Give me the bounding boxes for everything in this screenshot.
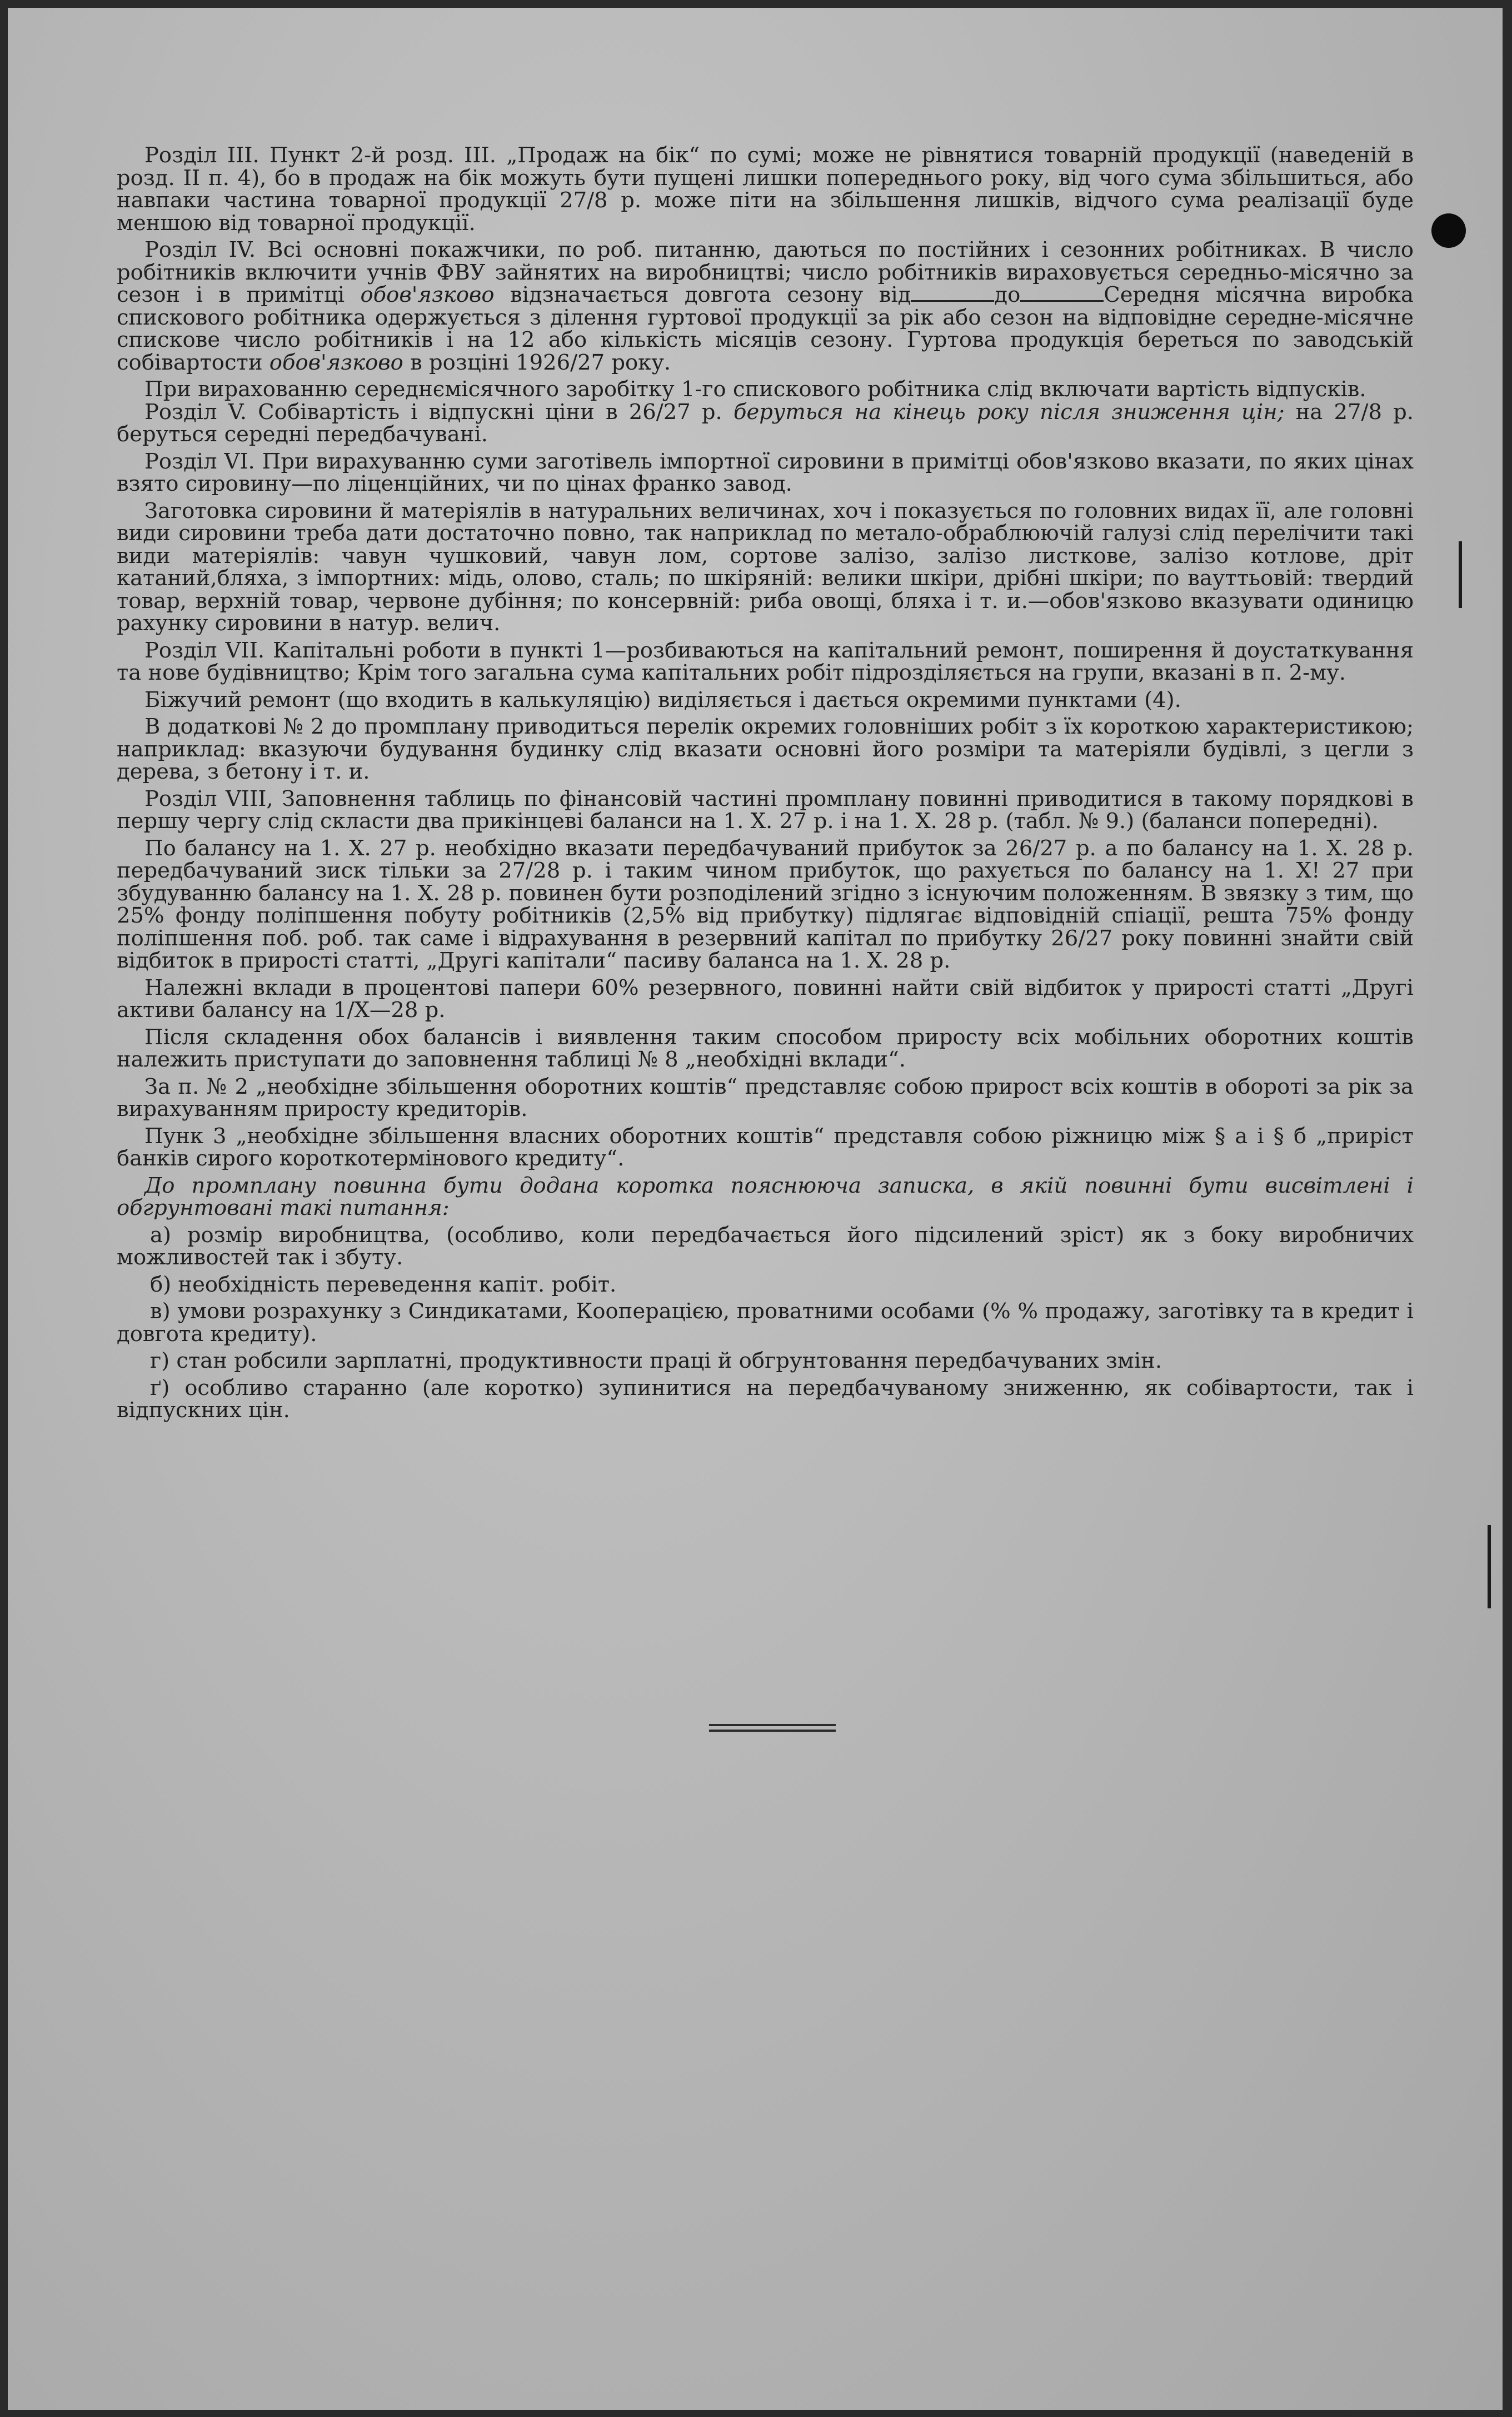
- paragraph-section-7: Розділ VII. Капітальні роботи в пункті 1—розбиваються на капітальний ремонт, поширення й доустаткування та нове будівництво; Крім того загальна сума капітальних робіт підрозділяється на групи, вказані в п. 2-му.: [117, 637, 1414, 685]
- edge-mark: [1459, 541, 1462, 608]
- paragraph-section-3: Розділ III. Пункт 2-й розд. III. „Продаж на бік“ по сумі; може не рівнятися товарній продукції (наведеній в розд. II п. 4), бо в продаж на бік можуть бути пущені лишки попереднього року, від чого сума збільшиться, або навпаки частина товарної продукції 27/8 р. може піти на збільшення лишків, відчого сума реалізації буде меншою від товарної продукції.: [117, 143, 1414, 236]
- edge-mark: [1488, 1525, 1491, 1608]
- paragraph-item-3: Пунк 3 „необхідне збільшення власних оборотних коштів“ представля собою ріжницю між § а і § б „приріст банків сирого короткотермінового кредиту“.: [117, 1123, 1414, 1171]
- paragraph-item-2: За п. № 2 „необхідне збільшення оборотних коштів“ представляє собою прирост всіх коштів в обороті за рік за вирахуванням приросту кредиторів.: [117, 1074, 1414, 1122]
- list-item: ґ) особливо старанно (але коротко) зупинитися на передбачуваному зниженню, як собівартости, так і відпускних цін.: [117, 1375, 1414, 1423]
- paragraph-wages: При вирахованню середнємісячного заробітку 1-го спискового робітника слід включати вартість відпусків.: [144, 377, 1366, 402]
- paragraph-section-8: Розділ VIII, Заповнення таблиць по фінансовій частині промплану повинні приводитися в такому порядкові в першу чергу слід скласти два прикінцеві баланси на 1. X. 27 р. і на 1. X. 28 р. (табл. № 9.) (баланси попередні).: [117, 786, 1414, 834]
- paragraph-repair: Біжучий ремонт (що входить в калькуляцію) виділяється і дається окремими пунктами (4).: [144, 687, 1181, 712]
- paragraph-materials: Заготовка сировини й матеріялів в натуральних величинах, хоч і показується по головних видах її, але головні види сировини треба дати достаточно повно, так наприклад по метало-обраблюючій галузі слід перелічити такі види матеріялів: чавун чушковий, чавун лом, сортове залізо, залізо листкове, залізо котлове, дріт катаний,бляха, з імпортних: мідь, олово, сталь; по шкіряній: велики шкіри, дрібні шкіри; по вауттьовій: твердий товар, верхній товар, червоне дубіння; по консервній: риба овощі, бляха і т. и.—обов'язково вказувати одиницю рахунку сировини в натур. велич.: [117, 498, 1414, 636]
- blank-line: [911, 287, 994, 302]
- document-body: [117, 144, 1414, 1422]
- closing-ornament: [709, 1724, 836, 1735]
- questions-list: [117, 1224, 1414, 1422]
- list-item: б) необхідність переведення капіт. робіт.: [150, 1272, 617, 1297]
- paragraph-section-6: Розділ VI. При вирахуванню суми заготівель імпортної сировини в примітці обов'язково вказати, по яких цінах взято сировину—по ліценційних, чи по цінах франко завод.: [117, 448, 1414, 496]
- document-sheet: [8, 8, 1503, 2410]
- list-item: в) умови розрахунку з Синдикатами, Кооперацією, проватними особами (% % продажу, заготівку та в кредит і довгота кредиту).: [117, 1299, 1414, 1347]
- list-item: г) стан робсили зарплатні, продуктивности праці й обгрунтовання передбачуваних змін.: [150, 1348, 1162, 1373]
- paragraph-balance: По балансу на 1. X. 27 р. необхідно вказати передбачуваний прибуток за 26/27 р. а по балансу на 1. X. 28 р. передбачуваний зиск тільки за 27/28 р. і таким чином прибуток, що рахується по балансу на 1. X! 27 при збудуванню балансу на 1. X. 28 р. повинен бути розподілений згідно з існуючим положенням. В звязку з тим, що 25% фонду поліпшення побуту робітників (2,5% від прибутку) підлягає відповідній спіації, решта 75% фонду поліпшення поб. роб. так саме і відрахування в резервний капітал по прибутку 26/27 року повинні знайти свій відбиток в прирості статті, „Другі капітали“ пасиву баланса на 1. X. 28 р.: [117, 835, 1414, 973]
- paragraph-section-4: Розділ IV. Всі основні покажчики, по роб. питанню, даються по постійних і сезонних робітниках. В число робітників включити учнів ФВУ зайнятих на виробництві; число робітників вираховується середньо-місячно за сезон і в примітці обов'язково відзначається довгота сезону від до Середня місячна виробка спискового робітника одержується з ділення гуртової продукції за рік або сезон на відповідне середне-місячне спискове число робітників і на 12 або кількість місяців сезону. Гуртова продукція береться по заводській собівартости обов'язково в розціні 1926/27 року.: [117, 237, 1414, 375]
- paragraph-table-8: Після складення обох балансів і виявлення таким способом приросту всіх мобільних оборотних коштів належить приступати до заповнення таблиці № 8 „необхідні вклади“.: [117, 1024, 1414, 1072]
- list-item: а) розмір виробництва, (особливо, коли передбачається його підсилений зріст) як з боку виробничих можливостей так і збуту.: [117, 1222, 1414, 1270]
- punch-hole: [1431, 213, 1466, 248]
- paragraph-deposits: Належні вклади в процентові папери 60% резервного, повинні найти свій відбиток у прирості статті „Другі активи балансу на 1/X—28 р.: [117, 975, 1414, 1023]
- paragraph-appendix-2: В додаткові № 2 до промплану приводиться перелік окремих головніших робіт з їх короткою характеристикою; наприклад: вказуючи будування будинку слід вказати основні його розміри та матеріяли будівлі, з цегли з дерева, з бетону і т. и.: [117, 714, 1414, 784]
- paragraph-note: До промплану повинна бути додана коротка пояснююча записка, в якій повинні бути висвітлені і обгрунтовані такі питання:: [117, 1173, 1414, 1220]
- paragraph-section-5: Розділ V. Собівартість і відпускні ціни в 26/27 р. беруться на кінець року після зниження цін; на 27/8 р. беруться середні передбачувані.: [117, 399, 1414, 447]
- blank-line: [1020, 287, 1104, 302]
